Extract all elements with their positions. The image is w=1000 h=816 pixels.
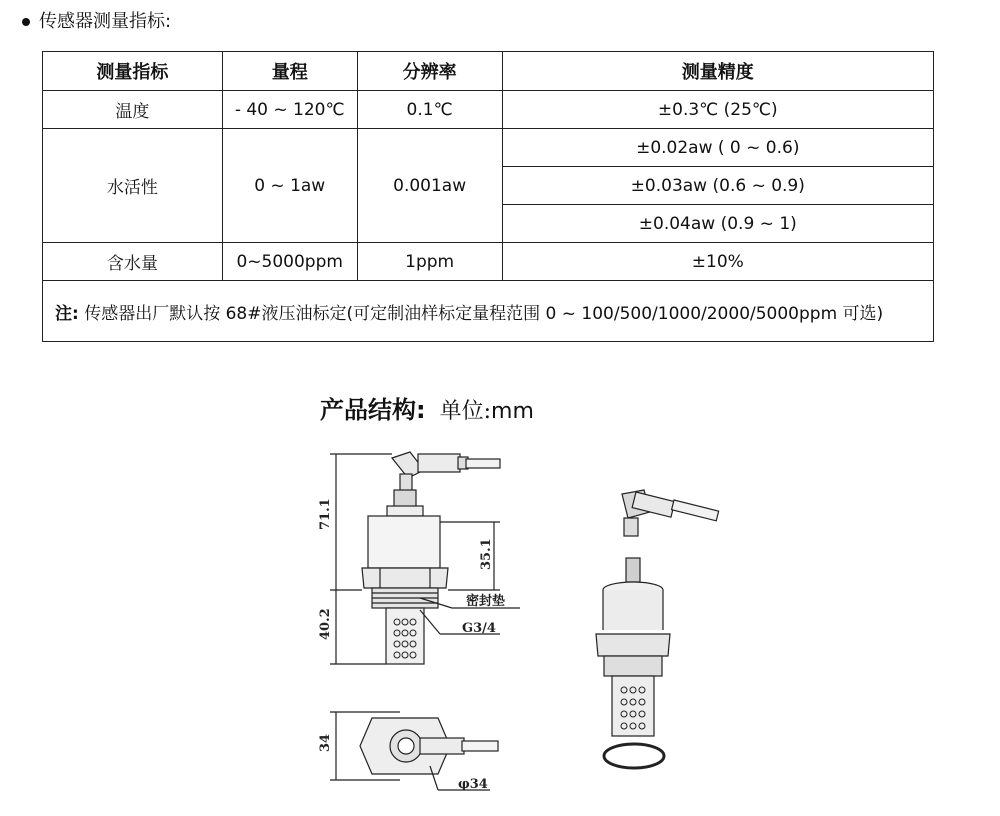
section-heading <box>22 10 171 34</box>
cell-temperature-range: - 40 ~ 120℃ <box>222 91 357 129</box>
cell-aw-accuracy-1: ±0.02aw ( 0 ~ 0.6) <box>502 129 933 167</box>
table-row <box>43 243 934 281</box>
dim-34: 34 <box>318 733 333 752</box>
structure-title <box>320 390 534 425</box>
cell-content-name: 含水量 <box>43 243 223 281</box>
header-resolution: 分辨率 <box>357 52 502 91</box>
note-text: 传感器出厂默认按 68#液压油标定(可定制油样标定量程范围 0 ~ 100/500/1000/2000/5000ppm 可选) <box>78 303 884 324</box>
cell-content-range: 0~5000ppm <box>222 243 357 281</box>
table-row <box>43 91 934 129</box>
header-accuracy: 测量精度 <box>502 52 933 91</box>
cell-aw-range: 0 ~ 1aw <box>222 129 357 243</box>
section-heading-text: 传感器测量指标: <box>39 11 172 32</box>
bullet-icon <box>22 18 30 26</box>
product-structure-drawing <box>0 440 1000 816</box>
table-note-row <box>43 281 934 342</box>
cell-temperature-accuracy: ±0.3℃ (25℃) <box>502 91 933 129</box>
dim-35-1: 35.1 <box>479 538 494 570</box>
cell-temperature-resolution: 0.1℃ <box>357 91 502 129</box>
cell-content-accuracy: ±10% <box>502 243 933 281</box>
label-gasket: 密封垫 <box>466 594 506 609</box>
cell-aw-resolution: 0.001aw <box>357 129 502 243</box>
cell-aw-accuracy-3: ±0.04aw (0.9 ~ 1) <box>502 205 933 243</box>
spec-table <box>42 51 934 342</box>
header-range: 量程 <box>222 52 357 91</box>
exploded-view <box>596 490 719 768</box>
cell-content-resolution: 1ppm <box>357 243 502 281</box>
header-indicator: 测量指标 <box>43 52 223 91</box>
structure-title-text: 产品结构: <box>320 396 426 424</box>
cell-aw-accuracy-2: ±0.03aw (0.6 ~ 0.9) <box>502 167 933 205</box>
label-thread: G3/4 <box>462 621 496 636</box>
table-note <box>43 281 934 342</box>
table-header-row <box>43 52 934 91</box>
dim-40-2: 40.2 <box>318 608 333 640</box>
label-diameter: φ34 <box>458 777 488 792</box>
unit-label: 单位:mm <box>439 399 534 424</box>
cell-temperature-name: 温度 <box>43 91 223 129</box>
note-label: 注: <box>55 303 79 324</box>
dim-71-1: 71.1 <box>318 498 333 530</box>
table-row <box>43 129 934 167</box>
unit-value: mm <box>491 399 534 424</box>
cell-aw-name: 水活性 <box>43 129 223 243</box>
